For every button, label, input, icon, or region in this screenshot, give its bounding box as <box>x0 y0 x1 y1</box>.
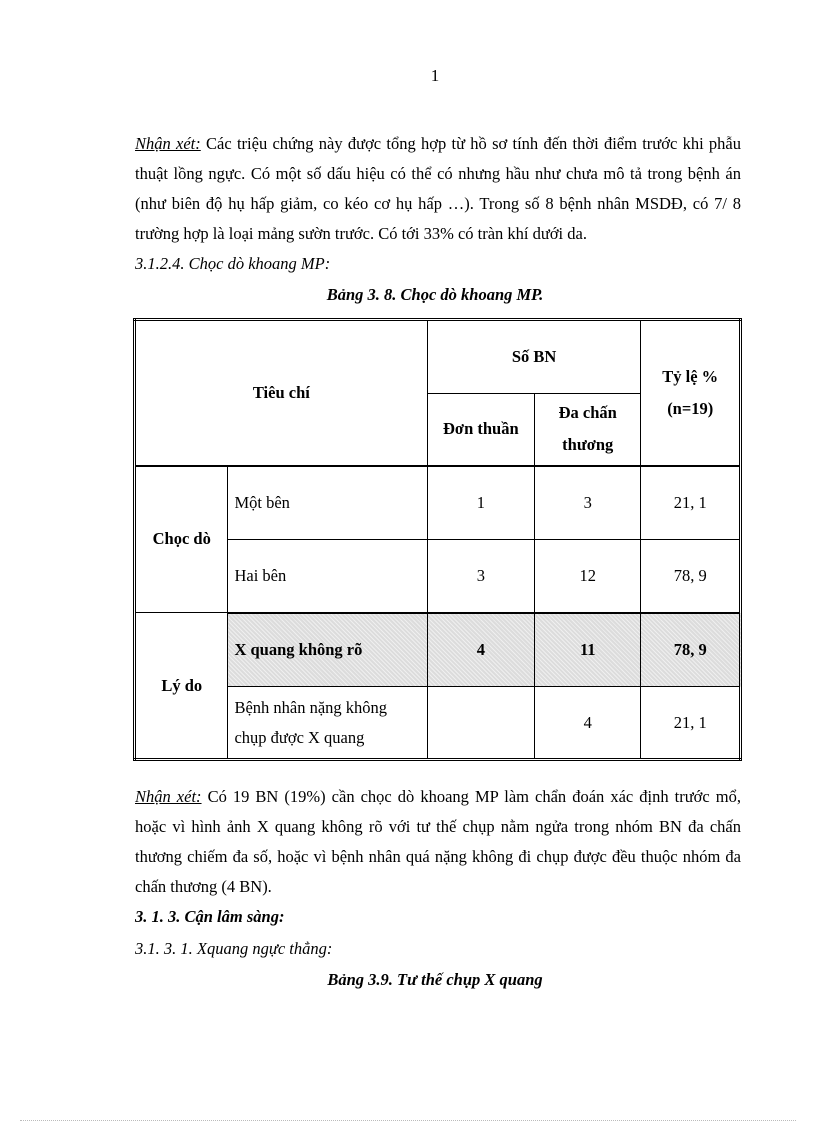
cell-ty-le: 21, 1 <box>641 687 741 760</box>
header-ty-le <box>641 320 741 466</box>
page-number: 1 <box>430 66 440 85</box>
cell-don-thuan: 3 <box>427 540 534 613</box>
group-choc-do: Chọc dò <box>135 466 228 613</box>
table-caption: Bảng 3. 8. Chọc dò khoang MP. <box>326 285 544 304</box>
row-label-line2: chụp được X quang <box>234 727 365 747</box>
cell-don-thuan: 4 <box>427 613 534 687</box>
cell-da-chan-thuong: 3 <box>535 466 641 540</box>
header-da-chan-thuong <box>535 394 641 466</box>
section-heading-3124: 3.1.2.4. Chọc dò khoang MP: <box>135 254 331 273</box>
cell-ty-le: 78, 9 <box>641 613 741 687</box>
comment-paragraph-2 <box>135 782 741 902</box>
header-da-chan-line1: Đa chấn <box>558 403 617 423</box>
group-ly-do: Lý do <box>135 613 228 760</box>
cell-da-chan-thuong: 12 <box>535 540 641 613</box>
cell-ty-le: 21, 1 <box>641 466 741 540</box>
cell-da-chan-thuong: 4 <box>535 687 641 760</box>
row-label-line1: Bệnh nhân nặng không <box>234 697 388 717</box>
row-label: X quang không rõ <box>228 613 427 687</box>
cell-da-chan-thuong: 11 <box>535 613 641 687</box>
data-table <box>133 318 742 761</box>
page-bottom-divider <box>20 1120 796 1121</box>
section-heading-313: 3. 1. 3. Cận lâm sàng: <box>135 907 285 926</box>
cell-don-thuan: 1 <box>427 466 534 540</box>
comment-lead: Nhận xét: <box>135 787 202 806</box>
header-da-chan-line2: thương <box>562 435 614 455</box>
comment-paragraph-1 <box>135 129 741 249</box>
row-label <box>228 687 427 760</box>
header-so-bn: Số BN <box>427 320 641 394</box>
row-label: Hai bên <box>228 540 427 613</box>
header-ty-le-line1: Tỷ lệ % <box>662 366 719 386</box>
header-don-thuan: Đơn thuần <box>427 394 534 466</box>
comment-text: Có 19 BN (19%) cần chọc dò khoang MP làm chẩn đoán xác định trước mổ, hoặc vì hình ảnh X quang không rõ với tư thế chụp nằm ngửa trong nhóm BN đa chấn thương chiếm đa số, hoặc vì bệnh nhân quá nặng không đi chụp được đều thuộc nhóm đa chấn thương (4 BN). <box>135 787 741 896</box>
comment-lead: Nhận xét: <box>135 134 201 153</box>
row-label: Một bên <box>228 466 427 540</box>
section-heading-3131: 3.1. 3. 1. Xquang ngực thẳng: <box>135 939 333 958</box>
header-criteria: Tiêu chí <box>135 320 428 466</box>
header-ty-le-line2: (n=19) <box>667 398 714 418</box>
cell-ty-le: 78, 9 <box>641 540 741 613</box>
cell-don-thuan <box>427 687 534 760</box>
comment-text: Các triệu chứng này được tổng hợp từ hồ sơ tính đến thời điểm trước khi phẫu thuật lồng ngực. Có một số dấu hiệu có thể có nhưng hầu như chưa mô tả trong bệnh án (như biên độ hụ hấp giảm, co kéo cơ hụ hấp …). Trong số 8 bệnh nhân MSDĐ, có 7/ 8 trường hợp là loại mảng sườn trước. Có tới 33% có tràn khí dưới da. <box>135 134 742 243</box>
table-caption-3-9: Bảng 3.9. Tư thế chụp X quang <box>327 970 543 989</box>
